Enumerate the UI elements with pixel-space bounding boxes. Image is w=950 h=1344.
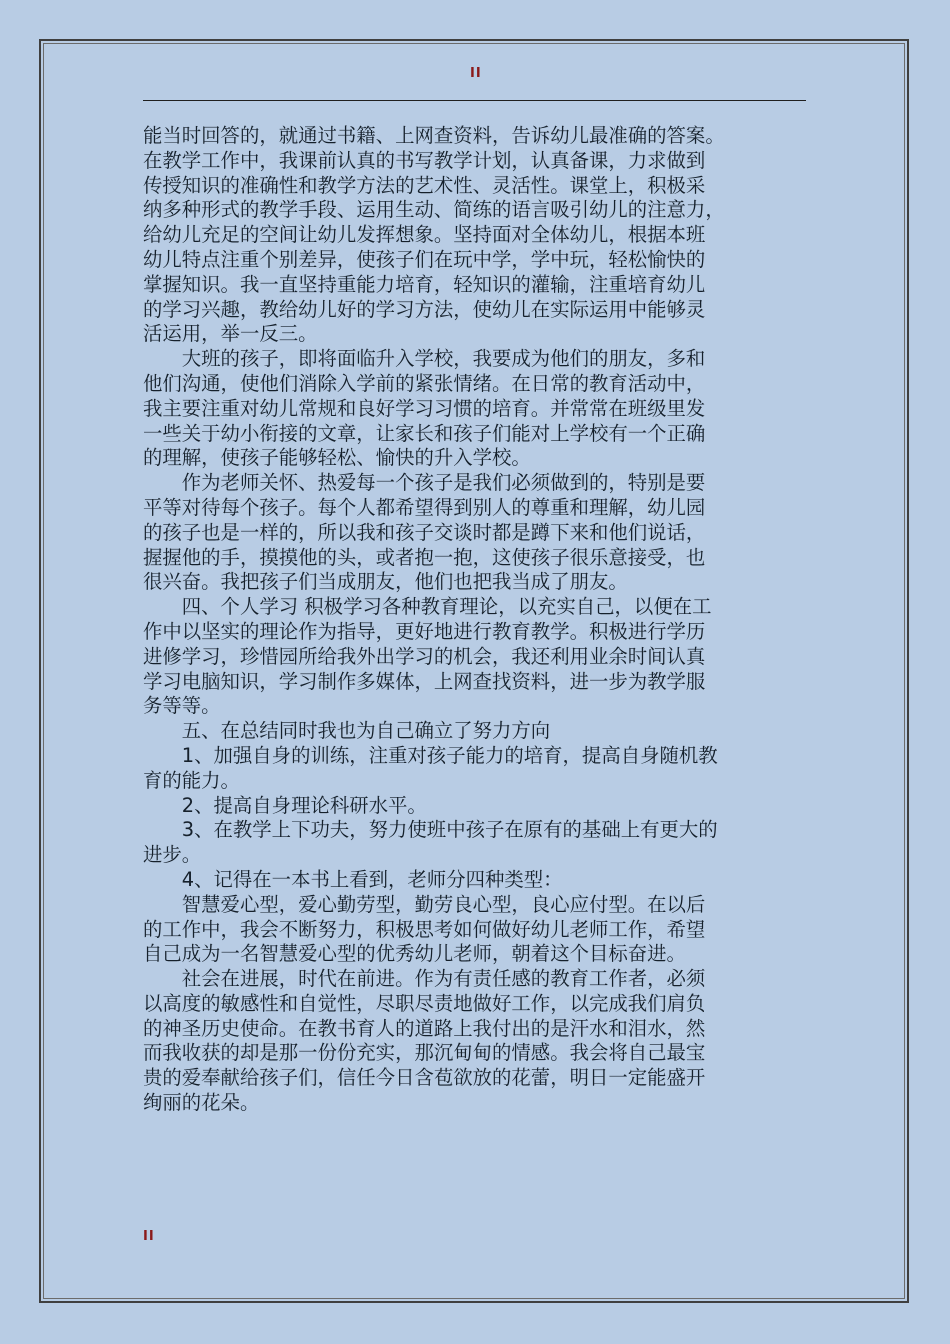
paragraph: 四、个人学习 积极学习各种教育理论，以充实自己，以便在工 作中以坚实的理论作为指导，更好地进行教育教学。积极进行学历 进修学习，珍惜园所给我外出学习的机会，我还利用业余时间认真 学习电脑知识，学习制作多媒体，上网查找资料，进一步为教学服 务等等。	[143, 595, 712, 718]
paragraph: 4、记得在一本书上看到，老师分四种类型：	[143, 867, 563, 891]
paragraph: 五、在总结同时我也为自己确立了努力方向	[143, 719, 551, 743]
paragraph: 能当时回答的，就通过书籍、上网查资料，告诉幼儿最准确的答案。 在教学工作中，我课前认真的书写教学计划，认真备课，力求做到 传授知识的准确性和教学方法的艺术性、灵活性。课堂上，积极采 纳多种形式的教学手段、运用生动、简练的语言吸引幼儿的注意力， 给幼儿充足的空间让幼儿发挥想象。坚持面对全体幼儿，根据本班 幼儿特点注重个别差异，使孩子们在玩中学，学中玩，轻松愉快的 掌握知识。我一直坚持重能力培育，轻知识的灌输，注重培育幼儿 的学习兴趣，教给幼儿好的学习方法，使幼儿在实际运用中能够灵 活运用，举一反三。	[143, 124, 725, 346]
paragraph: 作为老师关怀、热爱每一个孩子是我们必须做到的，特别是要 平等对待每个孩子。每个人都希望得到别人的尊重和理解，幼儿园 的孩子也是一样的，所以我和孩子交谈时都是蹲下来和他们说话， 握握他的手，摸摸他的头，或者抱一抱，这使孩子很乐意接受，也 很兴奋。我把孩子们当成朋友，他们也把我当成了朋友。	[143, 471, 706, 594]
paragraph: 1、加强自身的训练，注重对孩子能力的培育，提高自身随机教 育的能力。	[143, 743, 718, 792]
header-rule	[143, 100, 806, 101]
paragraph: 智慧爱心型，爱心勤劳型，勤劳良心型，良心应付型。在以后 的工作中，我会不断努力，积极思考如何做好幼儿老师工作，希望 自己成为一名智慧爱心型的优秀幼儿老师，朝着这个目标奋进。	[143, 892, 706, 966]
paragraph: 社会在进展，时代在前进。作为有责任感的教育工作者，必须 以高度的敏感性和自觉性，尽职尽责地做好工作，以完成我们肩负 的神圣历史使命。在教书育人的道路上我付出的是汗水和泪水，然 而我收获的却是那一份份充实，那沉甸甸的情感。我会将自己最宝 贵的爱奉献给孩子们，信任今日含苞欲放的花蕾，明日一定能盛开 绚丽的花朵。	[143, 967, 706, 1115]
paragraph: 2、提高自身理论科研水平。	[143, 793, 427, 817]
header-mark: II	[470, 66, 482, 81]
footer-mark: II	[143, 1229, 155, 1244]
paragraph: 3、在教学上下功夫，努力使班中孩子在原有的基础上有更大的 进步。	[143, 818, 718, 867]
document-body	[143, 124, 811, 1116]
paragraph: 大班的孩子，即将面临升入学校，我要成为他们的朋友，多和 他们沟通，使他们消除入学前的紧张情绪。在日常的教育活动中， 我主要注重对幼儿常规和良好学习习惯的培育。并常常在班级里发 一些关于幼小衔接的文章，让家长和孩子们能对上学校有一个正确 的理解，使孩子能够轻松、愉快的升入学校。	[143, 347, 706, 470]
